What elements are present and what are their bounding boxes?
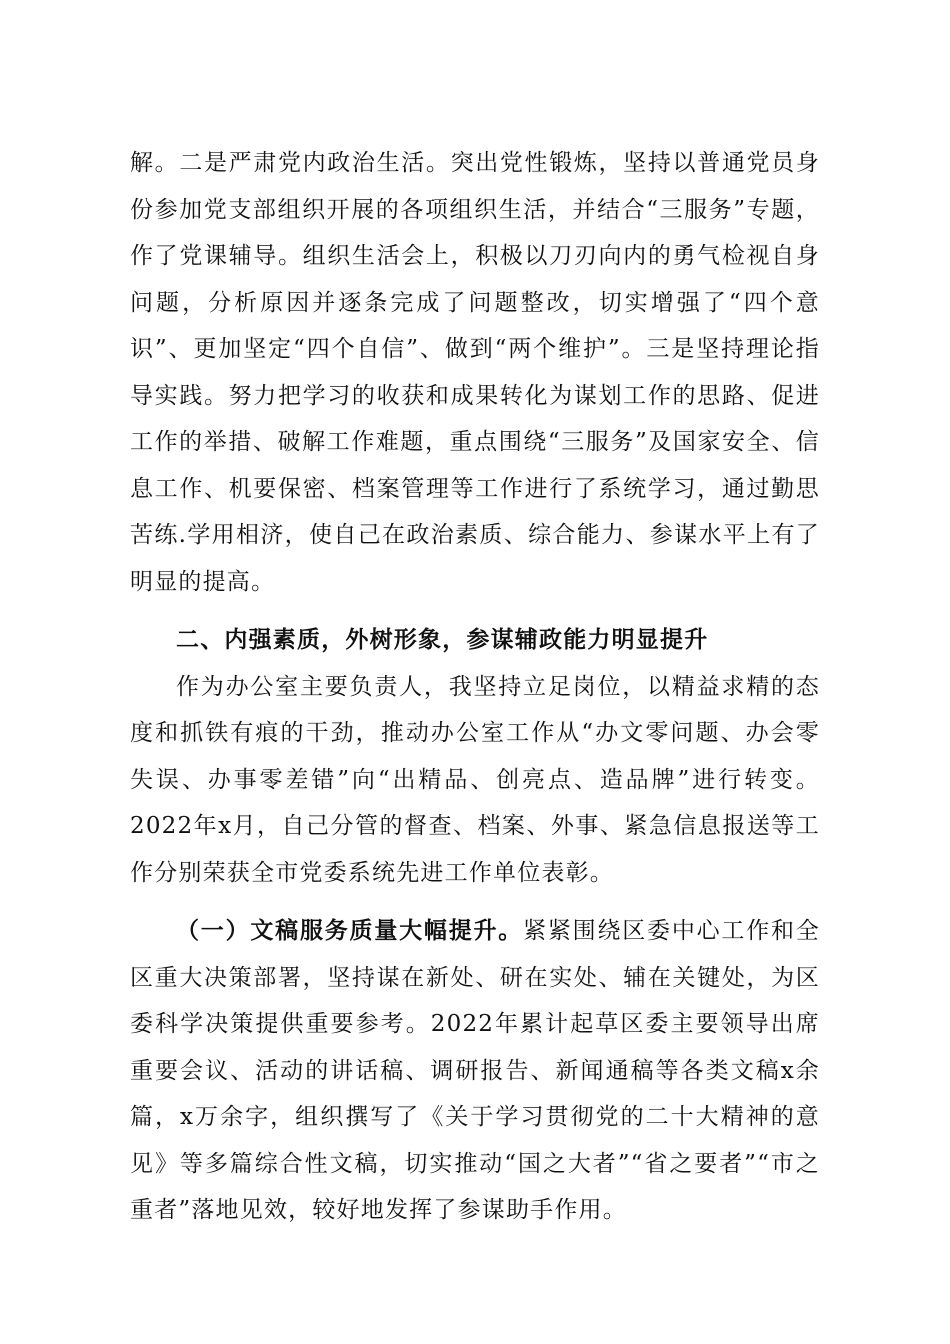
section-heading: 二、内强素质，外树形象，参谋辅政能力明显提升 [176, 627, 709, 653]
body-paragraph-writing-service [130, 908, 820, 1234]
body-paragraph-office-work: 作为办公室主要负责人，我坚持立足岗位，以精益求精的态度和抓铁有痕的干劲，推动办公室工作从“办文零问题、办会零失误、办事零差错”向“出精品、创亮点、造品牌”进行转变。2022年x月，自己分管的督查、档案、外事、紧急信息报送等工作分别荣获全市党委系统先进工作单位表彰。 [130, 673, 820, 886]
sub-paragraph-text: 紧紧围绕区委中心工作和全区重大决策部署，坚持谋在新处、研在实处、辅在关键处，为区委科学决策提供重要参考。2022年累计起草区委主要领导出席重要会议、活动的讲话稿、调研报告、新闻通稿等各类文稿x余篇，x万余字，组织撰写了《关于学习贯彻党的二十大精神的意见》等多篇综合性文稿，切实推动“国之大者”“省之要者”“市之重者”落地见效，较好地发挥了参谋助手作用。 [130, 918, 820, 1223]
sub-heading: （一）文稿服务质量大幅提升。 [176, 917, 524, 944]
body-paragraph-continuation: 解。二是严肃党内政治生活。突出党性锻炼，坚持以普通党员身份参加党支部组织开展的各项组织生活，并结合“三服务”专题，作了党课辅导。组织生活会上，积极以刀刃向内的勇气检视自身问题，分析原因并逐条完成了问题整改，切实增强了“四个意识”、更加坚定“四个自信”、做到“两个维护”。三是坚持理论指导实践。努力把学习的收获和成果转化为谋划工作的思路、促进工作的举措、破解工作难题，重点围绕“三服务”及国家安全、信息工作、机要保密、档案管理等工作进行了系统学习，通过勤思苦练.学用相济，使自己在政治素质、综合能力、参谋水平上有了明显的提高。 [130, 150, 820, 595]
document-body [130, 140, 820, 1234]
